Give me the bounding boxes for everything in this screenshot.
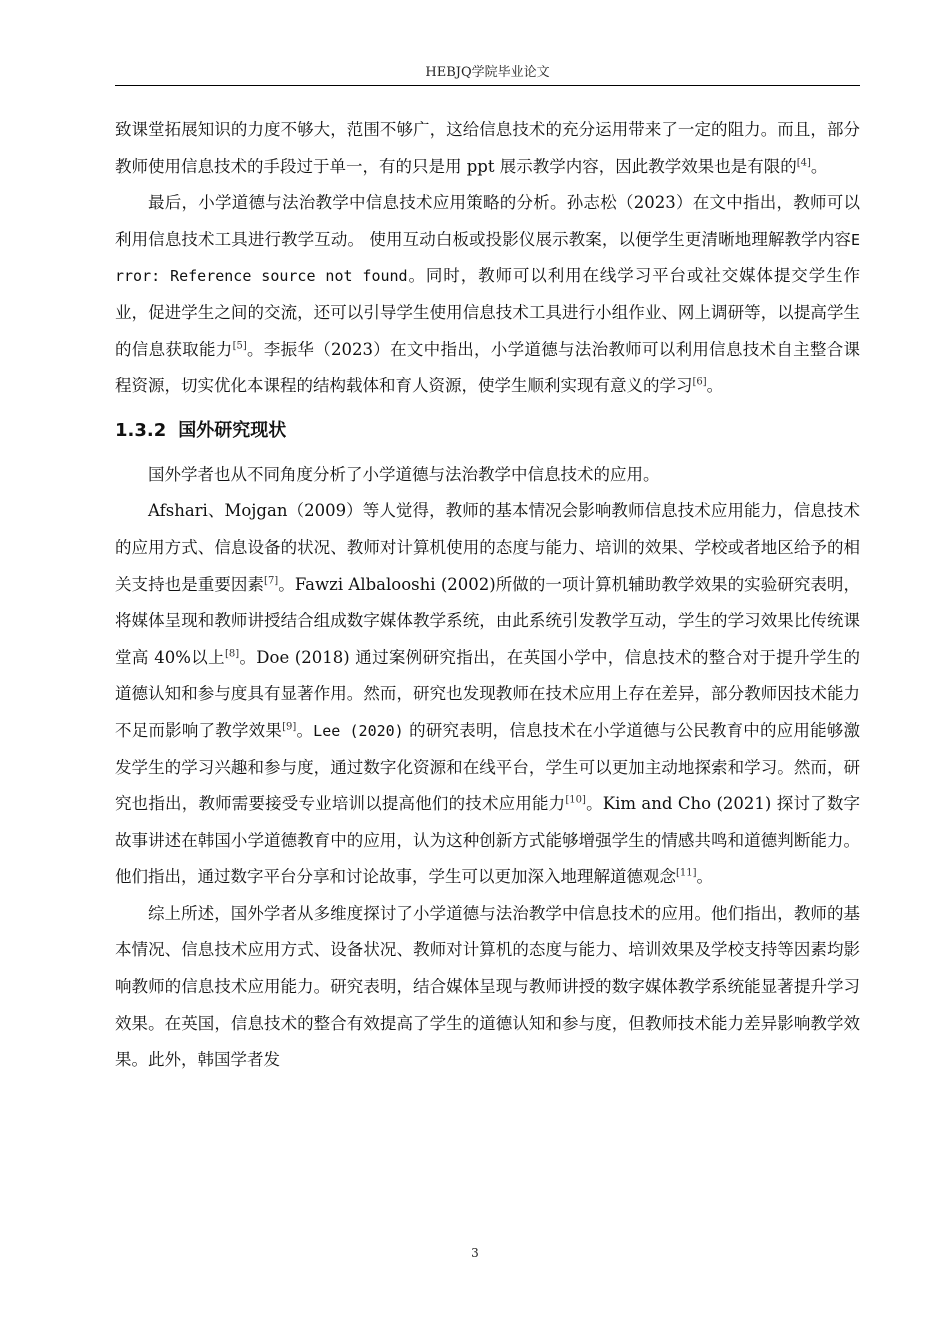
paragraph-text: 综上所述，国外学者从多维度探讨了小学道德与法治教学中信息技术的应用。他们指出，教师的基本情况、信息技术应用方式、设备状况、教师对计算机的态度与能力、培训效果及学校支持等因素均影响教师的信息技术应用能力。研究表明，结合媒体呈现与教师讲授的数字媒体教学系统能显著提升学习效果。在英国，信息技术的整合有效提高了学生的道德认知和参与度，但教师技术能力差异影响教学效果。此外，韩国学者发 <box>115 903 860 1070</box>
paragraph-text: 致课堂拓展知识的力度不够大，范围不够广，这给信息技术的充分运用带来了一定的阻力。而且，部分教师使用信息技术的手段过于单一，有的只是用 ppt 展示教学内容，因此教学效果也是有限的 <box>115 120 860 176</box>
reference-error-text: Error: Reference source not found <box>115 230 860 286</box>
paragraph-end: 。 <box>810 156 828 176</box>
paragraph-text: 。Kim and Cho (2021) 探讨了数字故事讲述在韩国小学道德教育中的应用，认为这种创新方式能够增强学生的情感共鸣和道德判断能力。他们指出，通过数字平台分享和讨论故事，学生可以更加深入地理解道德观念 <box>115 794 860 887</box>
body-text <box>115 112 860 1079</box>
paragraph-domestic-strategies <box>115 185 860 405</box>
paragraph-text: 的研究表明，信息技术在小学道德与公民教育中的应用能够激发学生的学习兴趣和参与度，通过数字化资源和在线平台，学生可以更加主动地探索和学习。然而，研究也指出，教师需要接受专业培训以提高他们的技术应用能力 <box>115 720 861 814</box>
paragraph-text: 国外学者也从不同角度分析了小学道德与法治教学中信息技术的应用。 <box>148 464 660 484</box>
paragraph-text: 。李振华（2023）在文中指出，小学道德与法治教师可以利用信息技术自主整合课程资源，切实优化本课程的结构载体和育人资源，使学生顺利实现有意义的学习 <box>115 339 860 396</box>
header-rule <box>115 85 860 86</box>
paragraph-text: 。Doe (2018) 通过案例研究指出，在英国小学中，信息技术的整合对于提升学生的道德认知和参与度具有显著作用。然而，研究也发现教师在技术应用上存在差异，部分教师因技术能力不足而影响了教学效果 <box>115 647 860 740</box>
citation-7: [7] <box>264 575 279 587</box>
paragraph-text: 最后，小学道德与法治教学中信息技术应用策略的分析。孙志松（2023）在文中指出，教师可以利用信息技术工具进行教学互动。 使用互动白板或投影仪展示教案，以便学生更清晰地理解教学内容 <box>115 193 860 249</box>
paragraph-end: 。 <box>696 867 714 887</box>
paragraph-text: Afshari、Mojgan（2009）等人觉得，教师的基本情况会影响教师信息技术应用能力，信息技术的应用方式、信息设备的状况、教师对计算机使用的态度与能力、培训的效果、学校或者地区给予的相关支持也是重要因素 <box>115 501 860 594</box>
citation-5: [5] <box>232 340 247 352</box>
section-title: 国外研究现状 <box>178 419 287 441</box>
citation-6: [6] <box>692 376 707 388</box>
page-header: HEBJQ学院毕业论文 <box>425 65 550 80</box>
paragraph-intro <box>115 457 860 494</box>
citation-11: [11] <box>676 867 697 879</box>
paragraph-end: 。 <box>706 376 724 396</box>
section-heading <box>115 411 860 451</box>
paragraph-text: 。Fawzi Albalooshi (2002)所做的一项计算机辅助教学效果的实验研究表明，将媒体呈现和教师讲授结合组成数字媒体教学系统，由此系统引发教学互动，学生的学习效果比传统课堂高 40%以上 <box>115 574 860 667</box>
section-number: 1.3.2 <box>115 419 167 441</box>
paragraph-text: 。同时，教师可以利用在线学习平台或社交媒体提交学生作业，促进学生之间的交流，还可以引导学生使用信息技术工具进行小组作业、网上调研等，以提高学生的信息获取能力 <box>115 266 861 359</box>
citation-8: [8] <box>224 648 240 660</box>
citation-9: [9] <box>282 721 297 733</box>
paragraph-summary <box>115 896 860 1079</box>
paragraph-continuation <box>115 112 860 185</box>
paragraph-foreign-research <box>115 493 860 896</box>
paragraph-text: 。 <box>296 720 314 740</box>
author-reference: Lee (2020) <box>313 721 404 740</box>
page-number: 3 <box>471 1246 479 1260</box>
citation-10: [10] <box>565 794 586 806</box>
citation-4: [4] <box>796 157 811 169</box>
